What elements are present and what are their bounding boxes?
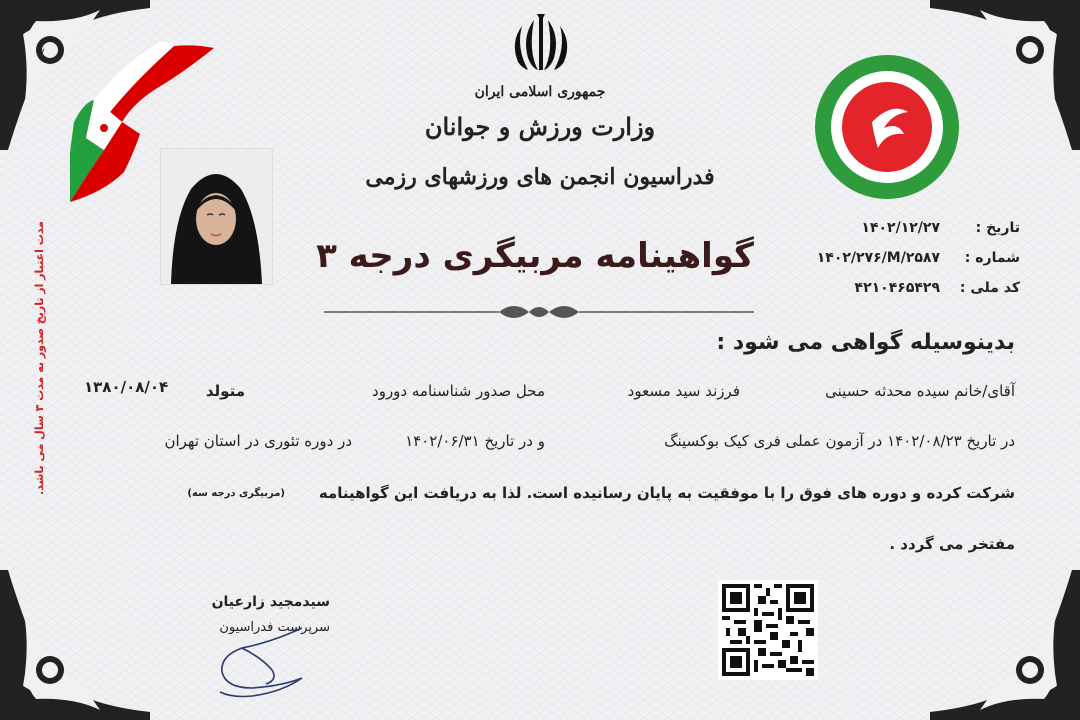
validity-note: مدت اعتبار از تاریخ صدور به مدت ۳ سال می باشد. [33, 221, 46, 495]
national-code-label: کد ملی : [959, 280, 1020, 296]
body-born-value: ۱۳۸۰/۰۸/۰۴ [84, 378, 169, 396]
signature-image [212, 622, 322, 702]
certificate-title: گواهینامه مربیگری درجه ۳ [316, 236, 754, 276]
national-code-value: ۴۲۱۰۴۶۵۴۲۹ [854, 280, 940, 296]
signatory-role: سرپرست فدراسیون [219, 620, 330, 635]
body-completion: شرکت کرده و دوره های فوق را با موفقیت به پایان رسانیده است. لذا به دریافت این گواهینامه [318, 484, 1015, 502]
iran-emblem-icon [508, 12, 574, 74]
qr-code [718, 580, 818, 680]
body-theory-province: در دوره تئوری در استان تهران [164, 432, 352, 450]
body-born-label: متولد [205, 382, 245, 400]
svg-text:۷: ۷ [39, 47, 45, 58]
corner-ornament-bottom-left [0, 570, 150, 720]
profile-photo [160, 148, 273, 285]
corner-ornament-bottom-right [930, 570, 1080, 720]
body-theory-date: و در تاریخ ۱۴۰۲/۰۶/۳۱ [405, 432, 545, 450]
header-republic: جمهوری اسلامی ایران [474, 84, 606, 100]
title-divider [324, 300, 754, 326]
number-value: ۱۴۰۲/۲۷۶/M/۲۵۸۷ [816, 250, 940, 266]
body-father: فرزند سید مسعود [627, 382, 740, 400]
body-birthplace: محل صدور شناسنامه دورود [372, 382, 545, 400]
body-name: آقای/خانم سیده محدثه حسینی [825, 382, 1015, 400]
date-label: تاریخ : [975, 220, 1020, 236]
signatory-name: سیدمجید زارعیان [211, 594, 330, 610]
body-completion-note: (مربیگری درجه سه) [187, 488, 285, 499]
federation-logo-icon [812, 52, 962, 202]
date-value: ۱۴۰۲/۱۲/۲۷ [861, 220, 940, 236]
header-ministry: وزارت ورزش و جوانان [424, 112, 656, 141]
body-intro: بدینوسیله گواهی می شود : [716, 330, 1015, 355]
header-federation: فدراسیون انجمن های ورزشهای رزمی [365, 164, 715, 190]
number-label: شماره : [964, 250, 1020, 266]
body-exam-date: در تاریخ ۱۴۰۲/۰۸/۲۳ در آزمون عملی فری کیک بوکسینگ [664, 432, 1015, 450]
person-photo-icon [161, 149, 272, 284]
body-honor: مفتخر می گردد . [889, 535, 1015, 553]
